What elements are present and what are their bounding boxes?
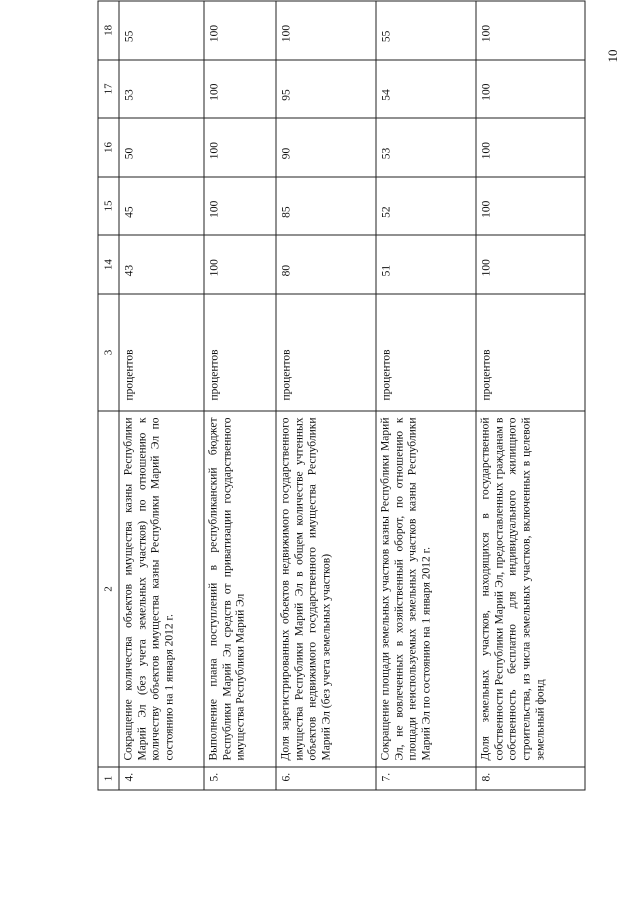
value-cell: 53	[376, 118, 476, 177]
indicator-text: Сокращение площади земельных участков казны Республики Марий Эл, не вовлеченных в хозяйственный оборот, по отношению к площади неиспользуемых земельных участков казны Республики Марий Эл по состоянию на 1 января 2012 г.	[376, 411, 476, 767]
value-cell: 54	[376, 60, 476, 119]
value-cell: 80	[276, 235, 376, 294]
unit-cell: процентов	[119, 294, 204, 411]
row-number: 5.	[204, 767, 276, 790]
table-row	[119, 1, 204, 790]
header-col-14: 14	[98, 235, 119, 294]
indicators-table	[98, 1, 586, 791]
unit-cell: процентов	[204, 294, 276, 411]
unit-cell: процентов	[476, 294, 585, 411]
value-cell: 85	[276, 177, 376, 236]
header-col-17: 17	[98, 60, 119, 119]
header-col-3: 3	[98, 294, 119, 411]
unit-cell: процентов	[276, 294, 376, 411]
row-number: 4.	[119, 767, 204, 790]
value-cell: 50	[119, 118, 204, 177]
indicator-text: Доля зарегистрированных объектов недвижимого государственного имущества Республики Марий Эл в общем количестве учтенных объектов недвижимого государственного имущества Республики Марий Эл (без учета земельных участков)	[276, 411, 376, 767]
value-cell: 51	[376, 235, 476, 294]
value-cell: 43	[119, 235, 204, 294]
value-cell: 100	[476, 235, 585, 294]
value-cell: 100	[476, 1, 585, 60]
header-col-16: 16	[98, 118, 119, 177]
page-number: 10	[605, 49, 620, 63]
value-cell: 100	[204, 60, 276, 119]
table-row	[376, 1, 476, 790]
value-cell: 100	[204, 118, 276, 177]
rotated-table-container	[98, 1, 585, 791]
value-cell: 100	[204, 177, 276, 236]
indicator-text: Доля земельных участков, находящихся в государственной собственности Республики Марий Эл, предоставленных гражданам в собственность бесплатно для индивидуального жилищного строительства, из числа земельных участков, включенных в целевой земельный фонд	[476, 411, 585, 767]
row-number: 8.	[476, 767, 585, 790]
indicator-text: Выполнение плана поступлений в республиканский бюджет Республики Марий Эл средств от приватизации государственного имущества Республики Марий Эл	[204, 411, 276, 767]
value-cell: 100	[204, 1, 276, 60]
value-cell: 90	[276, 118, 376, 177]
table-row	[276, 1, 376, 790]
header-row	[98, 1, 119, 790]
indicator-text: Сокращение количества объектов имущества казны Республики Марий Эл (без учета земельных участков) по отношению к количеству объектов имущества казны Республики Марий Эл по состоянию на 1 января 2012 г.	[119, 411, 204, 767]
value-cell: 45	[119, 177, 204, 236]
value-cell: 100	[276, 1, 376, 60]
value-cell: 95	[276, 60, 376, 119]
value-cell: 100	[204, 235, 276, 294]
row-number: 6.	[276, 767, 376, 790]
value-cell: 100	[476, 118, 585, 177]
value-cell: 100	[476, 177, 585, 236]
header-col-1: 1	[98, 767, 119, 790]
value-cell: 55	[376, 1, 476, 60]
value-cell: 100	[476, 60, 585, 119]
row-number: 7.	[376, 767, 476, 790]
header-col-2: 2	[98, 411, 119, 767]
unit-cell: процентов	[376, 294, 476, 411]
table-row	[476, 1, 585, 790]
table-row	[204, 1, 276, 790]
value-cell: 55	[119, 1, 204, 60]
header-col-15: 15	[98, 177, 119, 236]
header-col-18: 18	[98, 1, 119, 60]
value-cell: 52	[376, 177, 476, 236]
value-cell: 53	[119, 60, 204, 119]
